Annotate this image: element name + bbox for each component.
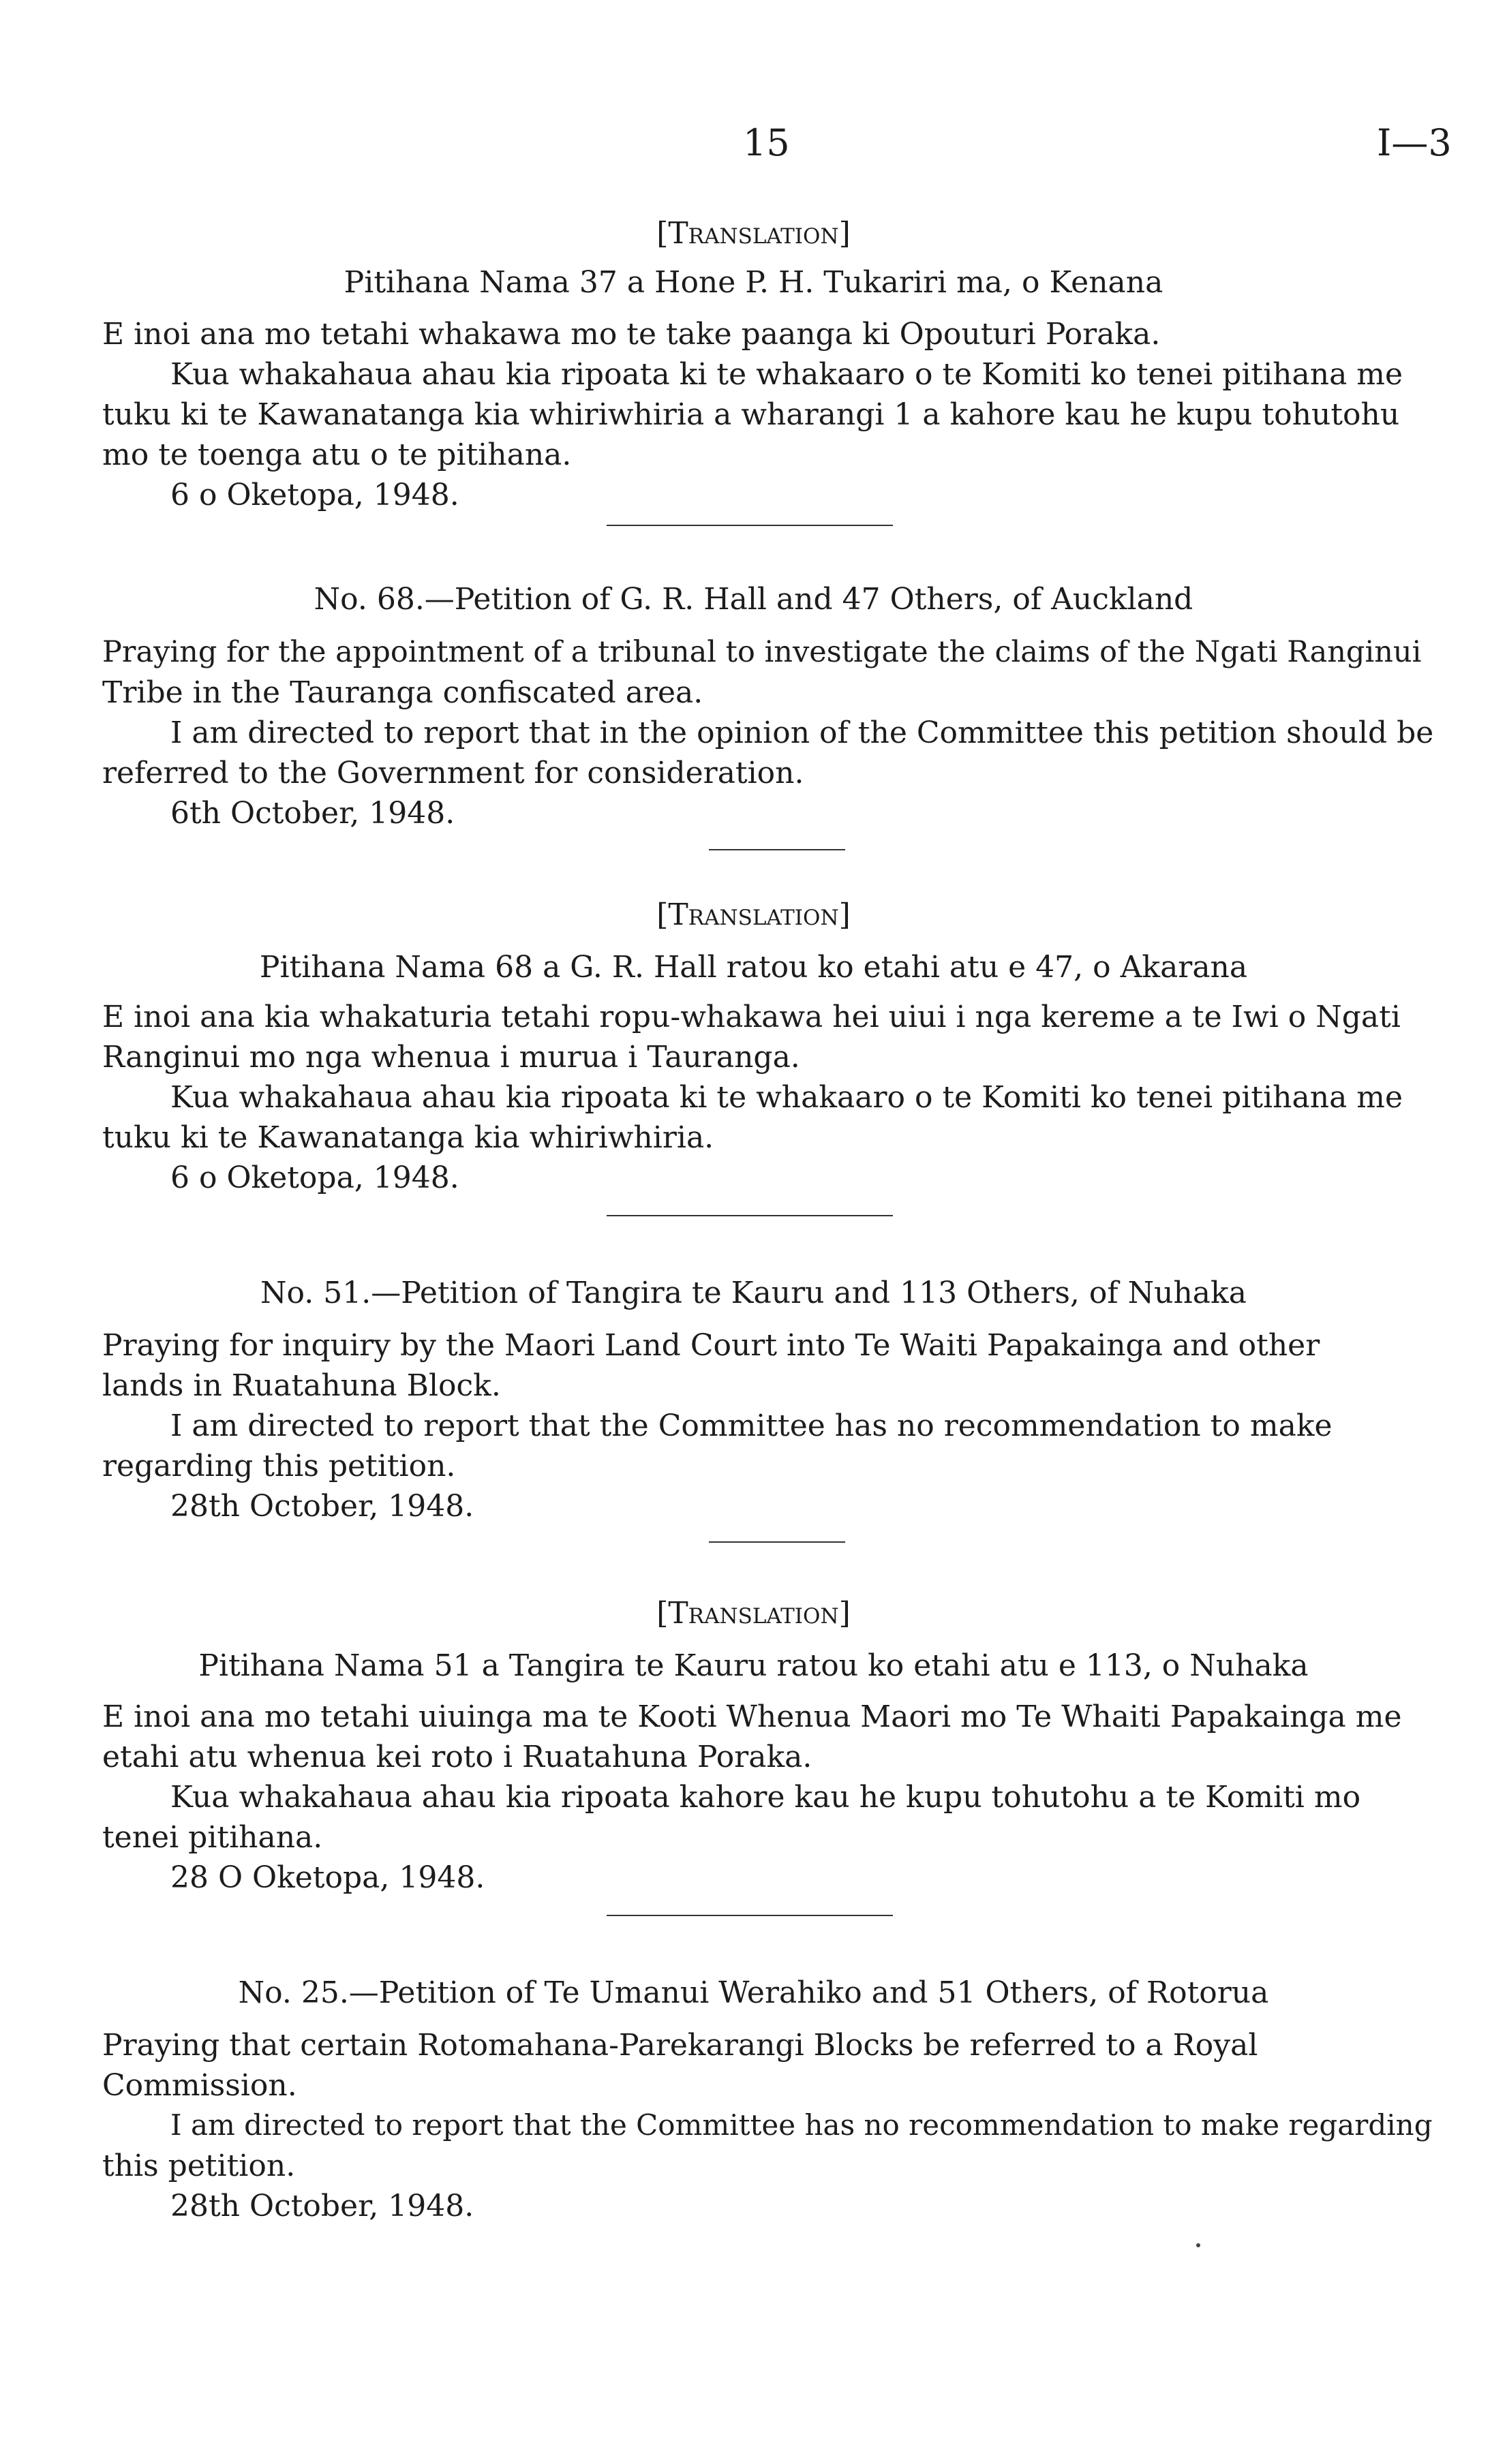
body-line: E inoi ana mo tetahi uiuinga ma te Kooti Whenua Maori mo Te Whaiti Papakainga me [102,1699,1402,1734]
body-line: regarding this petition. [102,1449,456,1483]
body-line: Praying for inquiry by the Maori Land Court into Te Waiti Papakainga and other [102,1328,1320,1363]
page-number: 15 [743,121,790,164]
print-mark [1196,2243,1200,2247]
page-reference: I—3 [1377,121,1452,164]
body-line: referred to the Government for consideration. [102,756,804,790]
body-line: lands in Ruatahuna Block. [102,1368,501,1403]
body-line: Praying that certain Rotomahana-Parekarangi Blocks be referred to a Royal [102,2028,1258,2063]
section-title: No. 25.—Petition of Te Umanui Werahiko and 51 Others, of Rotorua [238,1975,1269,2010]
body-line: tenei pitihana. [102,1820,323,1855]
body-line: I am directed to report that in the opinion of the Committee this petition should be [170,715,1434,750]
body-line: E inoi ana kia whakaturia tetahi ropu-whakawa hei uiui i nga kereme a te Iwi o Ngati [102,1000,1401,1034]
translation-heading: [Translation] [656,216,851,251]
body-line: tuku ki te Kawanatanga kia whiriwhiria a wharangi 1 a kahore kau he kupu tohutohu [102,397,1400,432]
body-line: Ranginui mo nga whenua i murua i Tauranga. [102,1040,800,1075]
section-title: Pitihana Nama 68 a G. R. Hall ratou ko etahi atu e 47, o Akarana [259,950,1248,985]
body-line: I am directed to report that the Committee has no recommendation to make [170,1408,1333,1443]
body-line: Kua whakahaua ahau kia ripoata kahore kau he kupu tohutohu a te Komiti mo [170,1780,1361,1815]
section-divider [607,525,893,526]
section-title: Pitihana Nama 37 a Hone P. H. Tukariri ma, o Kenana [344,265,1163,300]
translation-heading: [Translation] [656,1596,851,1631]
section-title: No. 68.—Petition of G. R. Hall and 47 Others, of Auckland [314,582,1193,617]
date-line: 6th October, 1948. [170,796,455,831]
section-divider [607,1215,893,1216]
section-divider [709,849,845,850]
section-divider [607,1915,893,1916]
body-line: Kua whakahaua ahau kia ripoata ki te whakaaro o te Komiti ko tenei pitihana me [170,357,1403,392]
body-line: tuku ki te Kawanatanga kia whiriwhiria. [102,1120,714,1155]
date-line: 6 o Oketopa, 1948. [170,1160,459,1195]
section-title: No. 51.—Petition of Tangira te Kauru and 113 Others, of Nuhaka [260,1276,1247,1310]
section-divider [709,1541,845,1543]
body-line: E inoi ana mo tetahi whakawa mo te take paanga ki Opouturi Poraka. [102,317,1161,352]
body-line: etahi atu whenua kei roto i Ruatahuna Poraka. [102,1740,812,1774]
date-line: 28th October, 1948. [170,1489,474,1524]
date-line: 6 o Oketopa, 1948. [170,478,459,512]
body-line: Commission. [102,2068,297,2103]
date-line: 28 O Oketopa, 1948. [170,1860,485,1895]
date-line: 28th October, 1948. [170,2189,474,2223]
body-line: mo te toenga atu o te pitihana. [102,437,572,472]
section-title: Pitihana Nama 51 a Tangira te Kauru ratou ko etahi atu e 113, o Nuhaka [198,1648,1309,1683]
translation-heading: [Translation] [656,897,851,932]
body-line: I am directed to report that the Committee has no recommendation to make regarding [170,2108,1433,2142]
body-line: this petition. [102,2149,296,2183]
body-line: Praying for the appointment of a tribunal to investigate the claims of the Ngati Ranginui [102,635,1422,669]
body-line: Tribe in the Tauranga confiscated area. [102,675,703,710]
body-line: Kua whakahaua ahau kia ripoata ki te whakaaro o te Komiti ko tenei pitihana me [170,1080,1403,1115]
